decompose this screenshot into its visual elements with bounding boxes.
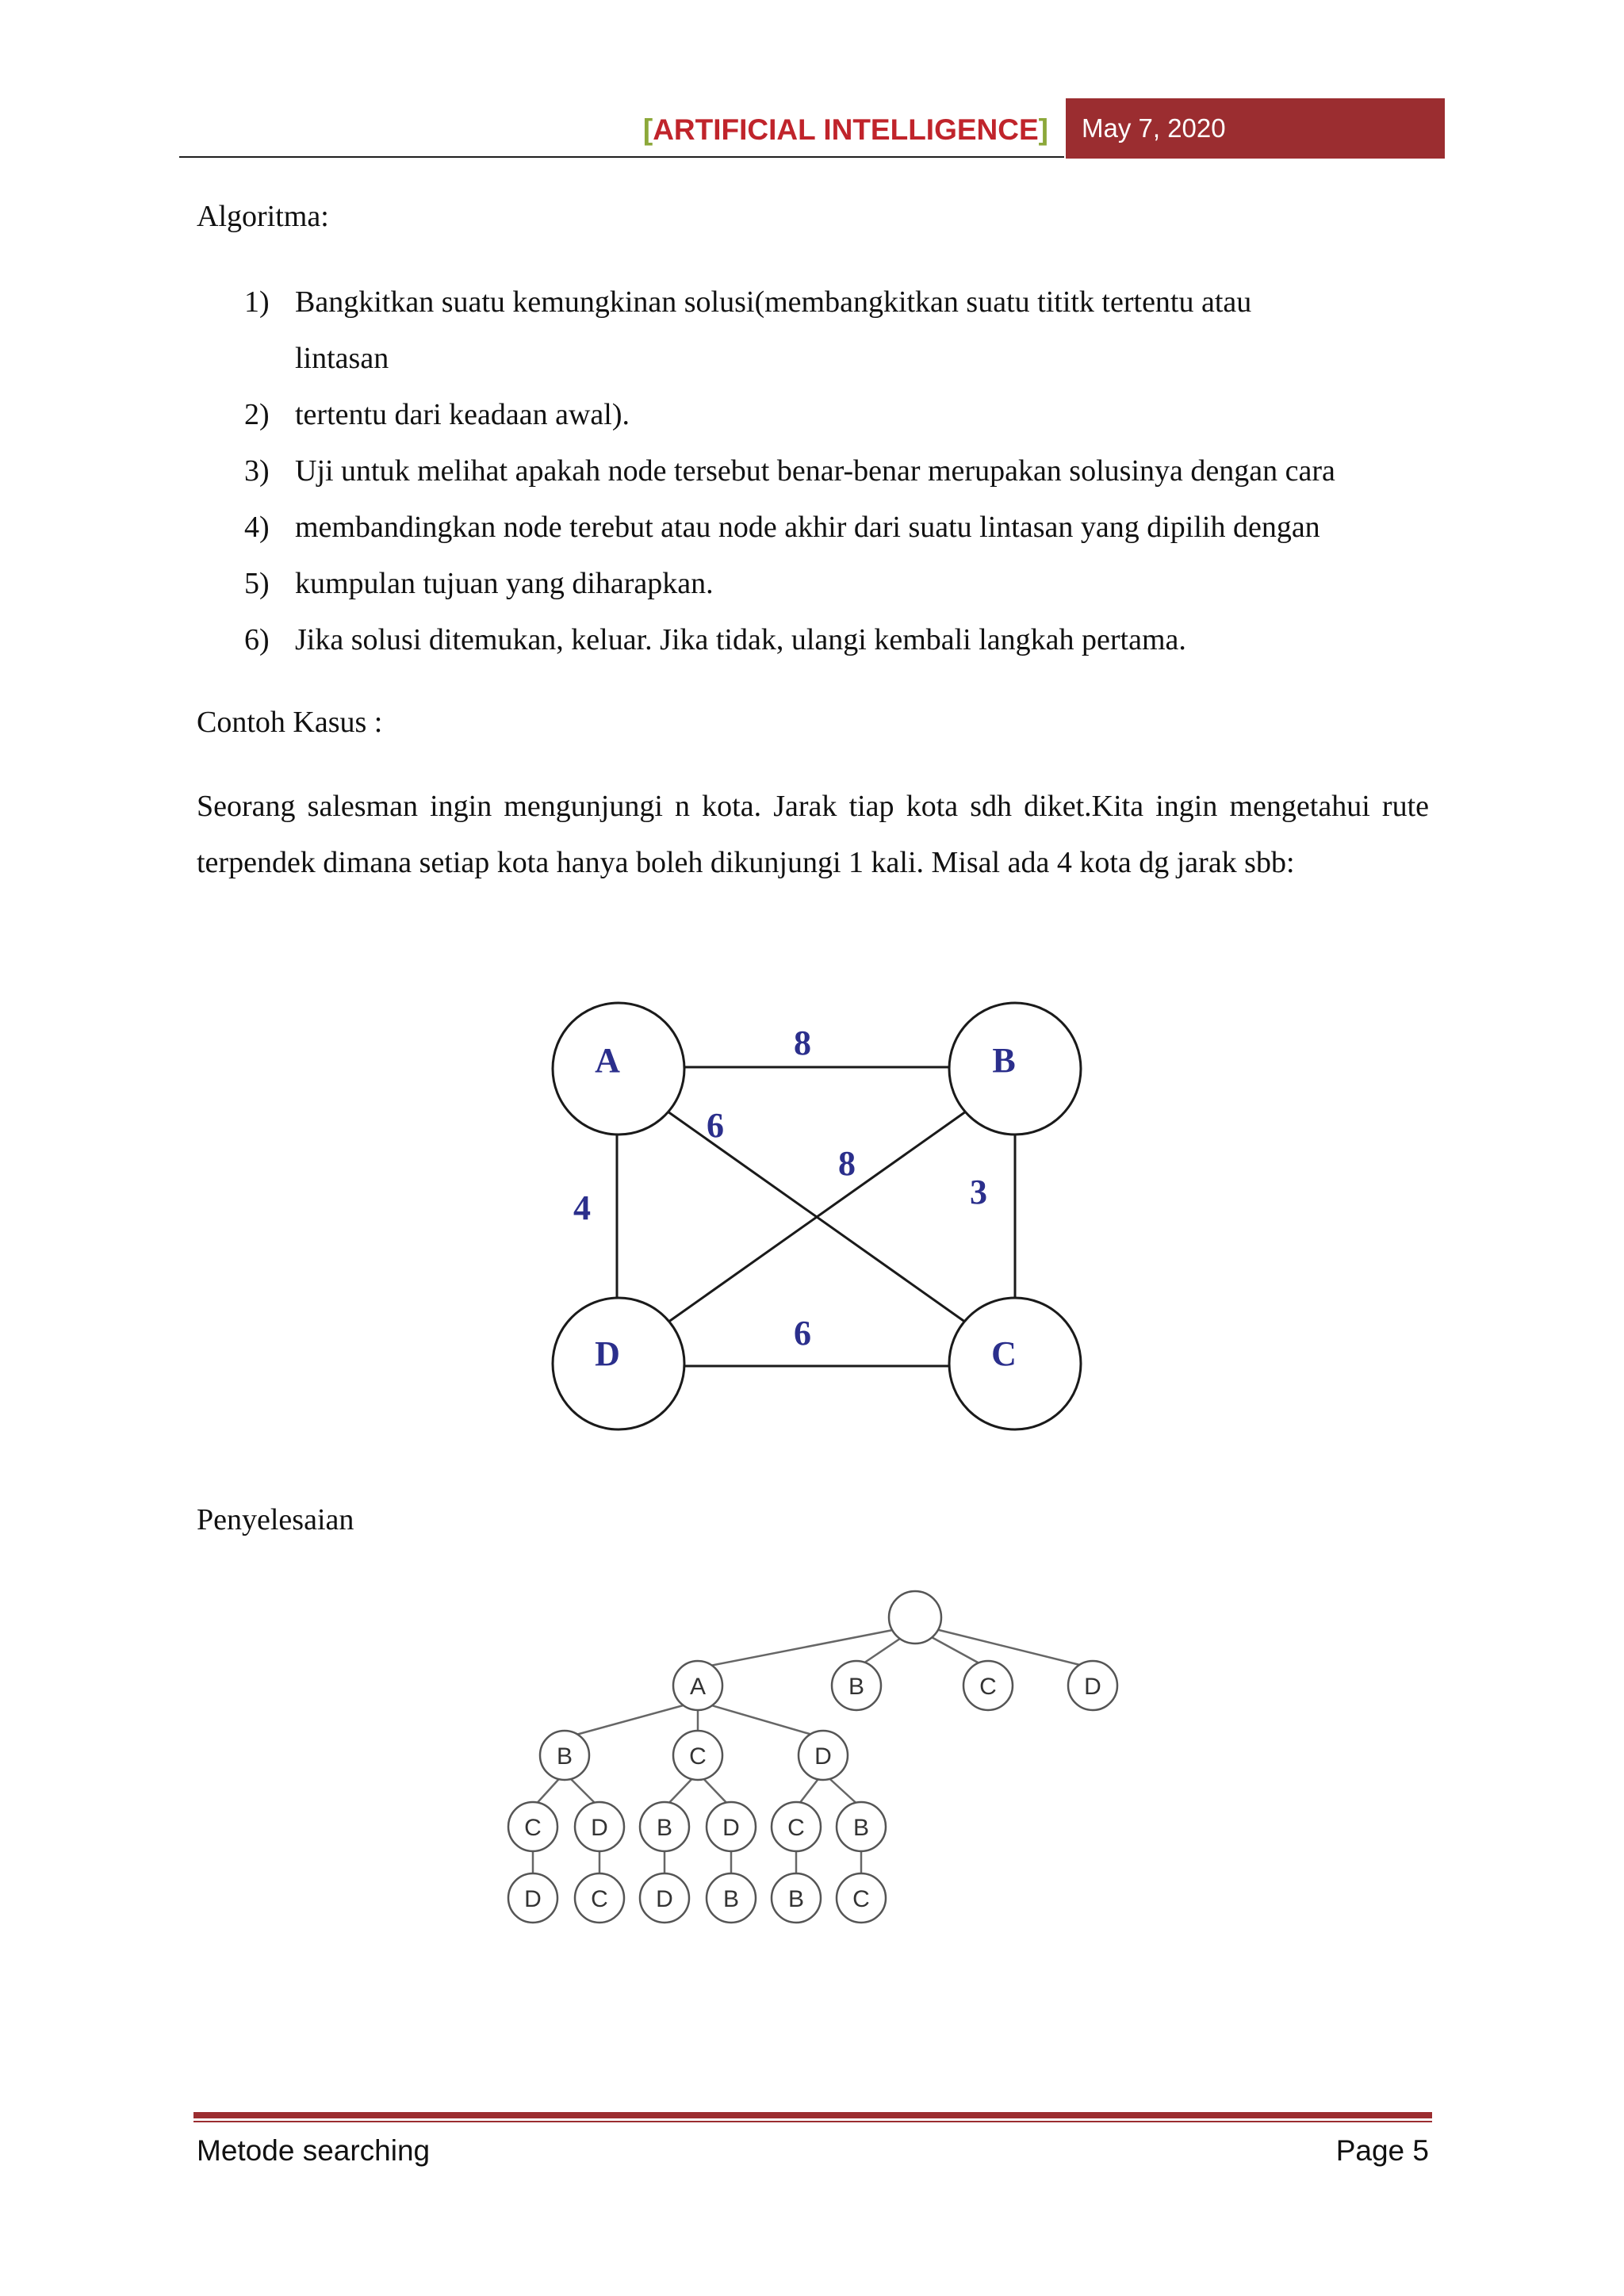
step-number: 3)	[244, 454, 270, 488]
step-text-line: lintasan	[295, 342, 389, 375]
step-text-line: membandingkan node terebut atau node akhir dari suatu lintasan yang dipilih dengan	[295, 511, 1320, 544]
tree-root-node	[889, 1591, 941, 1644]
case-paragraph: Seorang salesman ingin mengunjungi n kota. Jarak tiap kota sdh diket.Kita ingin mengetahui rute terpendek dimana setiap kota hanya boleh dikunjungi 1 kali. Misal ada 4 kota dg jarak sbb:	[197, 790, 1429, 879]
weight-a-b: 8	[794, 1024, 811, 1062]
tree-node-label: C	[979, 1674, 997, 1700]
step-number: 6)	[244, 623, 270, 656]
node-d-label: D	[595, 1334, 620, 1373]
footer-rule-thin	[193, 2121, 1432, 2122]
step-text-line: Uji untuk melihat apakah node tersebut benar-benar merupakan solusinya dengan cara	[295, 454, 1335, 488]
tree-node-label: D	[591, 1815, 608, 1841]
tree-node-label: A	[689, 1674, 707, 1700]
tree-node-label: C	[689, 1743, 707, 1770]
tree-node-label: B	[556, 1743, 573, 1770]
tree-node-label: C	[787, 1815, 805, 1841]
tree-node-label: B	[848, 1674, 865, 1700]
footer-rule	[193, 2112, 1432, 2118]
tree-node-label: D	[1084, 1674, 1101, 1700]
weight-a-c: 6	[707, 1106, 724, 1145]
step-text-line: Jika solusi ditemukan, keluar. Jika tidak, ulangi kembali langkah pertama.	[295, 623, 1186, 656]
tree-node-label: B	[722, 1886, 740, 1912]
step-number: 5)	[244, 567, 270, 600]
step-text-line: kumpulan tujuan yang diharapkan.	[295, 567, 714, 600]
footer-section-name: Metode searching	[197, 2134, 431, 2167]
step-number: 4)	[244, 511, 270, 544]
footer-page-number: Page 5	[1335, 2134, 1429, 2167]
node-a-label: A	[595, 1041, 620, 1080]
weight-a-d: 4	[573, 1188, 591, 1227]
tree-node-label: B	[787, 1886, 805, 1912]
tree-node-label: D	[814, 1743, 832, 1770]
header-bracket-open: [	[642, 113, 653, 146]
node-c-label: C	[991, 1334, 1017, 1373]
step-number: 2)	[244, 398, 270, 431]
tree-node-label: C	[852, 1886, 870, 1912]
tree-node-label: D	[656, 1886, 673, 1912]
weight-b-c: 3	[970, 1173, 987, 1211]
algorithm-heading: Algoritma:	[197, 200, 329, 233]
tree-node-label: B	[852, 1815, 870, 1841]
case-heading: Contoh Kasus :	[197, 706, 383, 739]
solution-heading: Penyelesaian	[197, 1503, 354, 1536]
tree-node-label: B	[656, 1815, 673, 1841]
header-date: May 7, 2020	[1066, 98, 1445, 159]
node-b-label: B	[992, 1041, 1016, 1080]
tree-node-label: D	[524, 1886, 542, 1912]
weight-d-c: 6	[794, 1314, 811, 1353]
tree-node-label: C	[524, 1815, 542, 1841]
tree-node-label: C	[591, 1886, 608, 1912]
step-text-line: tertentu dari keadaan awal).	[295, 398, 630, 431]
step-number: 1)	[244, 285, 270, 319]
step-text-line: Bangkitkan suatu kemungkinan solusi(membangkitkan suatu tititk tertentu atau	[295, 285, 1252, 319]
header-title-text: ARTIFICIAL INTELLIGENCE	[653, 113, 1039, 146]
header-bracket-close: ]	[1038, 113, 1048, 146]
weight-b-d: 8	[838, 1144, 856, 1183]
tree-node-label: D	[722, 1815, 740, 1841]
